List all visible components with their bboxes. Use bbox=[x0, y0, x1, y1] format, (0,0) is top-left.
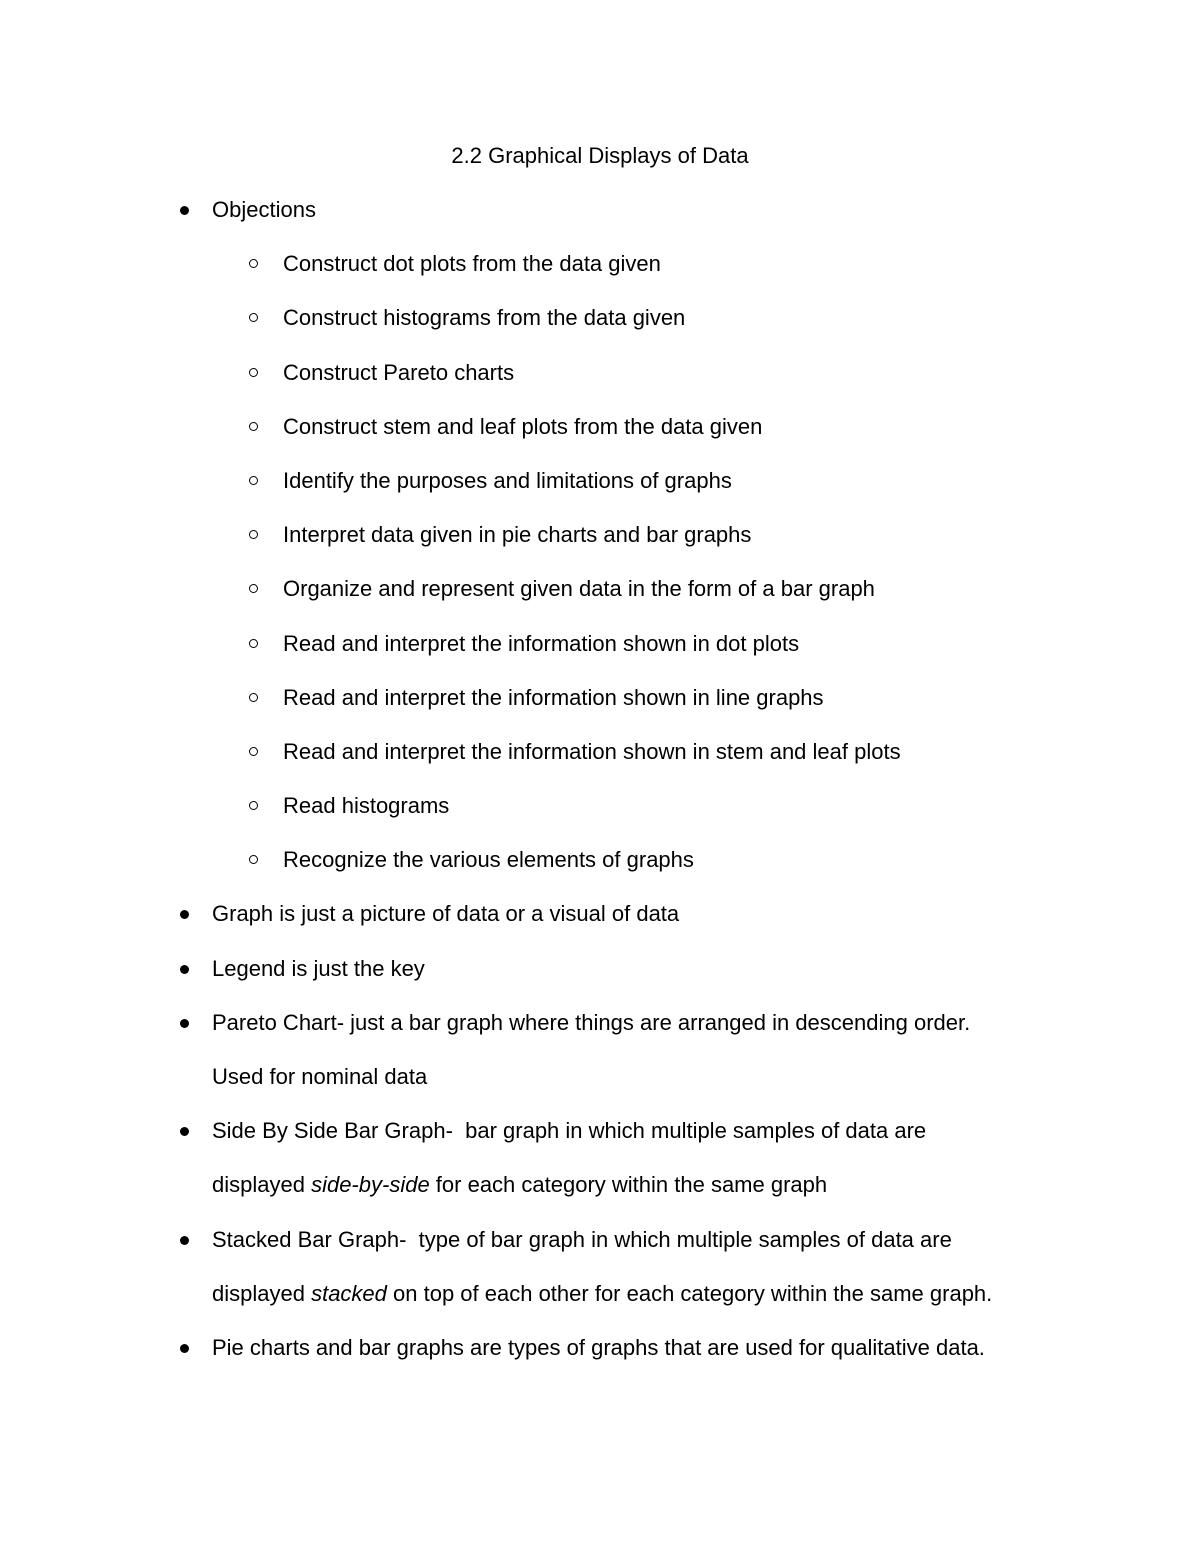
list-item-pie bbox=[0, 1332, 1200, 1386]
list-item-legend bbox=[0, 953, 1200, 1007]
text-run: on top of each other for each category within the same graph. bbox=[386, 1280, 993, 1306]
sub-list-item-text: Organize and represent given data in the form of a bar graph bbox=[283, 576, 875, 602]
italic-term: stacked bbox=[311, 1280, 387, 1306]
sub-list-item-text: Read histograms bbox=[283, 793, 450, 819]
sub-list-item-text: Read and interpret the information shown in line graphs bbox=[283, 684, 824, 710]
hollow-bullet-icon bbox=[249, 801, 258, 810]
sub-list-item bbox=[0, 844, 1200, 898]
text-run: for each category within the same graph bbox=[429, 1172, 828, 1198]
sub-list-item-text: Recognize the various elements of graphs bbox=[283, 847, 694, 873]
hollow-bullet-icon bbox=[249, 476, 258, 485]
hollow-bullet-icon bbox=[249, 693, 258, 702]
hollow-bullet-icon bbox=[249, 368, 258, 377]
bullet-icon bbox=[180, 206, 189, 215]
list-item-objections bbox=[0, 194, 1200, 248]
list-item-pareto bbox=[0, 1007, 1200, 1061]
bullet-icon bbox=[180, 1236, 189, 1245]
sub-list-item bbox=[0, 248, 1200, 302]
sub-list-item-text: Construct Pareto charts bbox=[283, 359, 515, 385]
text-run: displayed bbox=[212, 1172, 312, 1198]
sub-list-item bbox=[0, 465, 1200, 519]
bullet-icon bbox=[180, 965, 189, 974]
list-item-continuation bbox=[0, 1278, 1200, 1332]
hollow-bullet-icon bbox=[249, 747, 258, 756]
hollow-bullet-icon bbox=[249, 422, 258, 431]
sub-list-item-text: Identify the purposes and limitations of graphs bbox=[283, 467, 732, 493]
list-item-continuation bbox=[0, 1061, 1200, 1115]
bullet-icon bbox=[180, 1019, 189, 1028]
sub-list-item bbox=[0, 519, 1200, 573]
hollow-bullet-icon bbox=[249, 584, 258, 593]
italic-term: side-by-side bbox=[311, 1172, 430, 1198]
sub-list-item bbox=[0, 357, 1200, 411]
sub-list-item-text: Interpret data given in pie charts and bar graphs bbox=[283, 522, 752, 548]
hollow-bullet-icon bbox=[249, 313, 258, 322]
hollow-bullet-icon bbox=[249, 530, 258, 539]
list-item-text: Pie charts and bar graphs are types of graphs that are used for qualitative data. bbox=[212, 1334, 985, 1360]
sub-list-item bbox=[0, 573, 1200, 627]
page-title: 2.2 Graphical Displays of Data bbox=[451, 143, 749, 168]
list-item-side-by-side bbox=[0, 1115, 1200, 1169]
sub-list-item-text: Construct dot plots from the data given bbox=[283, 251, 661, 277]
list-item-stacked bbox=[0, 1224, 1200, 1278]
list-item-text: Pareto Chart- just a bar graph where things are arranged in descending order. bbox=[212, 1009, 971, 1035]
hollow-bullet-icon bbox=[249, 259, 258, 268]
sub-list-item bbox=[0, 628, 1200, 682]
list-item-text: Graph is just a picture of data or a visual of data bbox=[212, 901, 680, 927]
sub-list-item bbox=[0, 790, 1200, 844]
sub-list-item-text: Construct histograms from the data given bbox=[283, 305, 686, 331]
sub-list-item bbox=[0, 682, 1200, 736]
sub-list-item-text: Read and interpret the information shown in stem and leaf plots bbox=[283, 738, 901, 764]
list-item-text bbox=[212, 1278, 992, 1310]
hollow-bullet-icon bbox=[249, 639, 258, 648]
list-item-text: Stacked Bar Graph- type of bar graph in which multiple samples of data are bbox=[212, 1226, 952, 1252]
text-run: displayed bbox=[212, 1280, 312, 1306]
sub-list-item bbox=[0, 302, 1200, 356]
list-item-text: Side By Side Bar Graph- bar graph in which multiple samples of data are bbox=[212, 1118, 927, 1144]
sub-list-item-text: Construct stem and leaf plots from the data given bbox=[283, 413, 763, 439]
list-item-text: Objections bbox=[212, 197, 316, 222]
notes-list bbox=[0, 194, 1200, 1386]
bullet-icon bbox=[180, 910, 189, 919]
list-item-text: Legend is just the key bbox=[212, 955, 425, 981]
hollow-bullet-icon bbox=[249, 855, 258, 864]
list-item-continuation bbox=[0, 1169, 1200, 1223]
sub-list-item bbox=[0, 411, 1200, 465]
list-item-text: Used for nominal data bbox=[212, 1064, 428, 1089]
sub-list-item-text: Read and interpret the information shown in dot plots bbox=[283, 630, 800, 656]
sub-list-item bbox=[0, 736, 1200, 790]
list-item-graph bbox=[0, 898, 1200, 952]
list-item-text bbox=[212, 1169, 827, 1201]
bullet-icon bbox=[180, 1127, 189, 1136]
bullet-icon bbox=[180, 1344, 189, 1353]
